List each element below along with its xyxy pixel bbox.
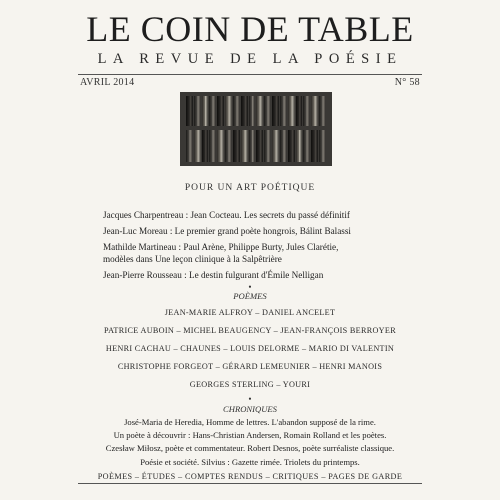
- footer-categories: POÈMES – ÉTUDES – COMPTES RENDUS – CRITIQUES – PAGES DE GARDE: [97, 472, 403, 481]
- article-line: modèles dans Une leçon clinique à la Salpêtrière: [103, 254, 282, 264]
- bookshelf-row: [186, 130, 326, 162]
- chronique-line: Czesław Miłosz, poète et commentateur. Robert Desnos, poète surréaliste classique.: [105, 443, 395, 453]
- poet-line: CHRISTOPHE FORGEOT – GÉRARD LEMEUNIER – HENRI MANOIS: [117, 362, 383, 371]
- separator-dot: •: [248, 394, 252, 404]
- article-line: Jean-Luc Moreau : Le premier grand poète hongrois, Bálint Balassi: [103, 226, 351, 236]
- bookshelf-row: [186, 96, 326, 126]
- article-line: Jean-Pierre Rousseau : Le destin fulgurant d'Émile Nelligan: [103, 270, 324, 280]
- chroniques-label: CHRONIQUES: [223, 404, 277, 414]
- masthead-title: LE COIN DE TABLE: [86, 9, 414, 49]
- poet-line: JEAN-MARIE ALFROY – DANIEL ANCELET: [164, 308, 336, 317]
- chronique-line: Un poète à découvrir : Hans-Christian Andersen, Romain Rolland et les poètes.: [113, 430, 387, 440]
- poemes-label: POÈMES: [233, 291, 267, 301]
- issue-number: N° 58: [394, 77, 420, 88]
- article-line: Mathilde Martineau : Paul Arène, Philippe Burty, Jules Clarétie,: [103, 242, 339, 252]
- masthead-subtitle: LA REVUE DE LA POÉSIE: [97, 51, 403, 67]
- poet-line: HENRI CACHAU – CHAUNES – LOUIS DELORME – MARIO DI VALENTIN: [105, 344, 395, 353]
- poet-line: GEORGES STERLING – YOURI: [189, 380, 311, 389]
- chronique-line: José-Maria de Heredia, Homme de lettres. L'abandon supposé de la rime.: [124, 417, 376, 427]
- bottom-rule: [78, 483, 422, 484]
- separator-dot: •: [248, 282, 252, 292]
- top-rule: [78, 74, 422, 75]
- issue-date: AVRIL 2014: [80, 77, 135, 88]
- section-title: POUR UN ART POÉTIQUE: [184, 183, 316, 193]
- poet-line: PATRICE AUBOIN – MICHEL BEAUGENCY – JEAN-FRANÇOIS BERROYER: [104, 326, 396, 335]
- article-line: Jacques Charpentreau : Jean Cocteau. Les secrets du passé définitif: [103, 210, 350, 220]
- chronique-line: Poésie et société. Silvius : Gazette rimée. Triolets du printemps.: [140, 457, 360, 467]
- bookshelf-photo: [180, 92, 332, 166]
